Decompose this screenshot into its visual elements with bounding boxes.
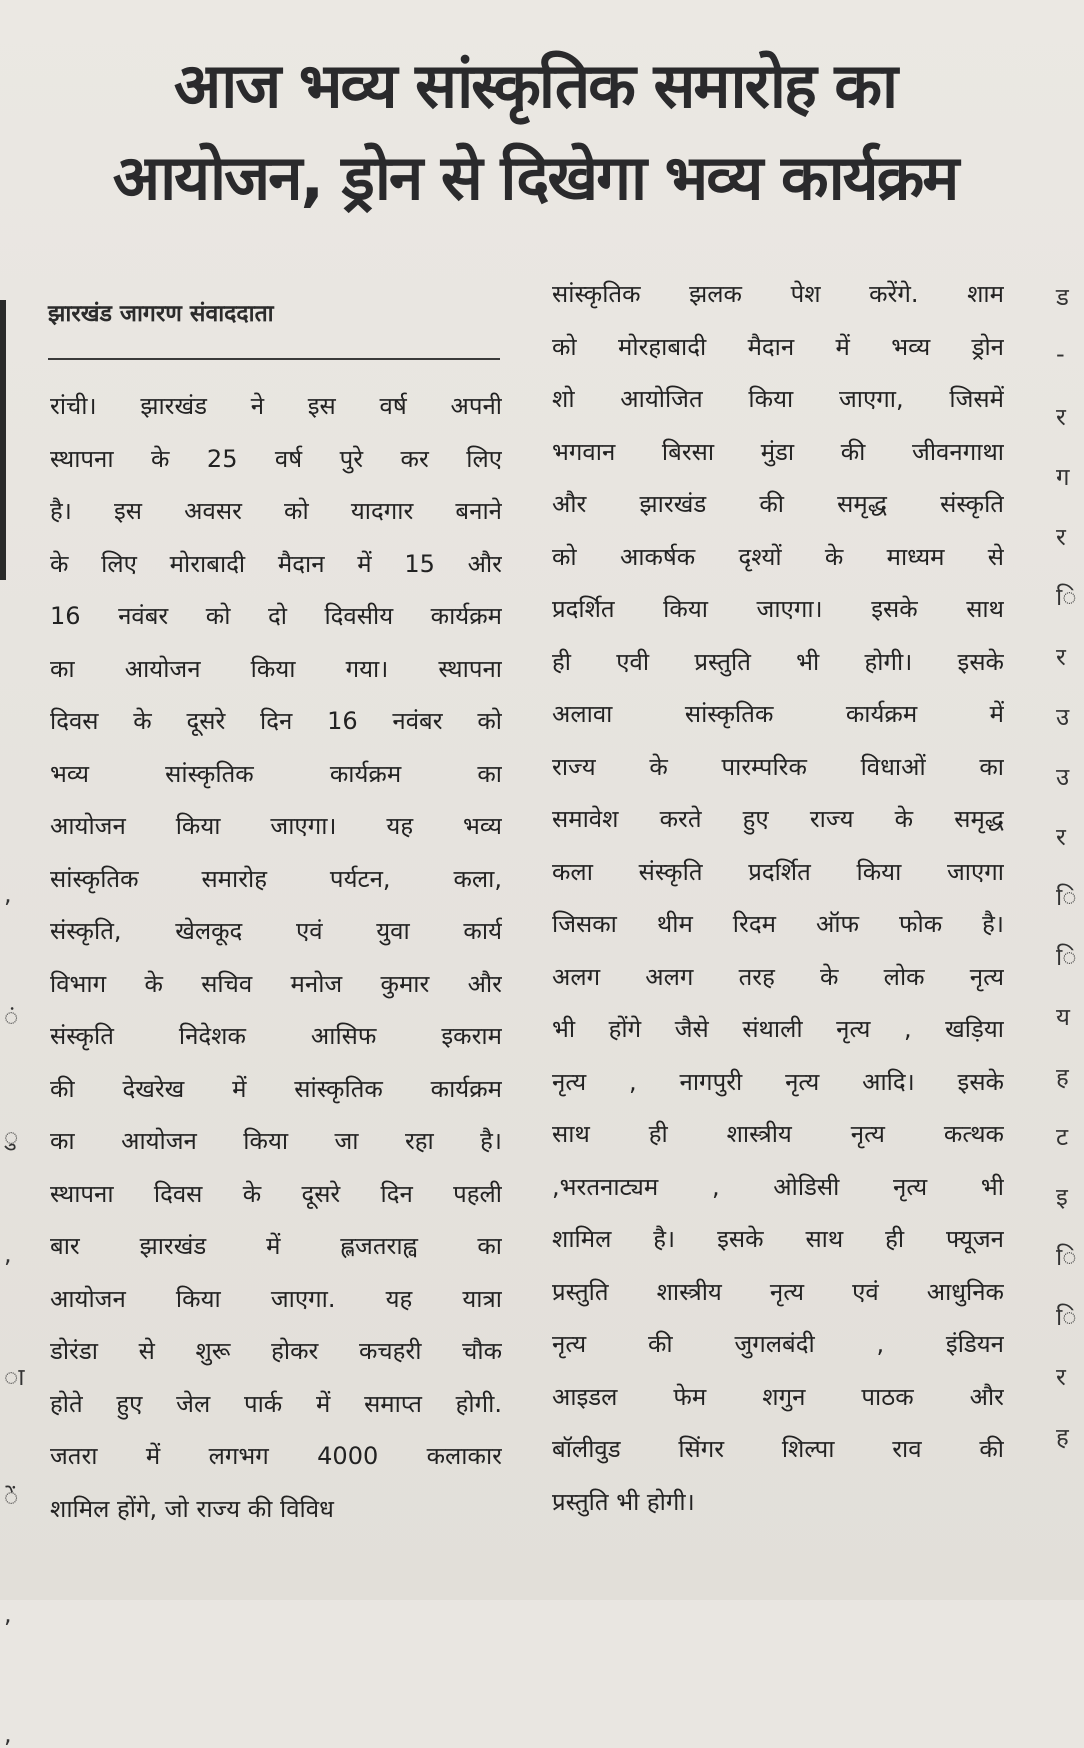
edge-glyph: ह [1056, 1423, 1069, 1451]
article-line: बॉलीवुड सिंगर शिल्पा राव की [552, 1435, 1004, 1463]
article-line: 16 नवंबर को दो दिवसीय कार्यक्रम [50, 602, 502, 630]
article-line: डोरंडा से शुरू होकर कचहरी चौक [50, 1337, 502, 1365]
edge-glyph: , [4, 1720, 12, 1748]
article-line: अलग अलग तरह के लोक नृत्य [552, 962, 1004, 991]
article-line: साथ ही शास्त्रीय नृत्य कत्थक [552, 1120, 1004, 1148]
article-line: प्रस्तुति भी होगी। [552, 1487, 695, 1516]
byline: झारखंड जागरण संवाददाता [48, 301, 274, 327]
article-line: को मोरहाबादी मैदान में भव्य ड्रोन [552, 332, 1004, 361]
article-line: का आयोजन किया गया। स्थापना [50, 654, 502, 683]
edge-glyph: ि [1056, 1303, 1077, 1331]
article-line: और झारखंड की समृद्ध संस्कृति [552, 490, 1004, 518]
adjacent-column-right-fragment [1052, 260, 1080, 1560]
article-line: आयोजन किया जाएगा. यह यात्रा [50, 1284, 502, 1313]
edge-glyph: ह [1056, 1063, 1069, 1091]
article-column-2 [552, 268, 1004, 1528]
edge-glyph: र [1056, 823, 1066, 851]
article-line: भव्य सांस्कृतिक कार्यक्रम का [50, 759, 502, 788]
article-line: जिसका थीम रिदम ऑफ फोक है। [552, 910, 1004, 938]
article-line: शामिल है। इसके साथ ही फ्यूजन [552, 1225, 1004, 1253]
article-line: दिवस के दूसरे दिन 16 नवंबर को [50, 707, 502, 735]
edge-glyph: ें [4, 1483, 19, 1511]
article-line: जतरा में लगभग 4000 कलाकार [50, 1442, 502, 1470]
edge-glyph: र [1056, 403, 1066, 431]
article-line: कला संस्कृति प्रदर्शित किया जाएगा [552, 857, 1004, 886]
edge-glyph: ि [1056, 883, 1077, 911]
edge-glyph: ं [4, 1003, 19, 1031]
article-line: स्थापना के 25 वर्ष पुरे कर लिए [50, 444, 502, 473]
article-line: संस्कृति, खेलकूद एवं युवा कार्य [50, 917, 502, 945]
article-line: भी होंगे जैसे संथाली नृत्य , खड़िया [552, 1015, 1004, 1043]
article-line: स्थापना दिवस के दूसरे दिन पहली [50, 1179, 502, 1208]
article-line: राज्य के पारम्परिक विधाओं का [552, 752, 1004, 781]
edge-glyph: उ [1056, 763, 1070, 791]
article-line: अलावा सांस्कृतिक कार्यक्रम में [552, 700, 1004, 728]
edge-glyph: ि [1056, 943, 1077, 971]
edge-glyph: - [1056, 340, 1065, 368]
edge-glyph: ट [1056, 1123, 1069, 1151]
edge-glyph: , [4, 1600, 12, 1628]
edge-glyph: इ [1056, 1183, 1068, 1211]
edge-glyph: य [1056, 1003, 1070, 1031]
article-line: आइडल फेम शगुन पाठक और [552, 1382, 1004, 1411]
article-line: शामिल होंगे, जो राज्य की विविध [50, 1494, 334, 1523]
article-line: आयोजन किया जाएगा। यह भव्य [50, 812, 502, 840]
article-line: होते हुए जेल पार्क में समाप्त होगी. [50, 1389, 502, 1418]
article-line: ,भरतनाट्यम , ओडिसी नृत्य भी [552, 1172, 1004, 1201]
article-line: सांस्कृतिक समारोह पर्यटन, कला, [50, 864, 502, 893]
edge-glyph: ा [4, 1363, 25, 1391]
article-line: प्रस्तुति शास्त्रीय नृत्य एवं आधुनिक [552, 1277, 1004, 1306]
article-line: है। इस अवसर को यादगार बनाने [50, 497, 502, 525]
adjacent-column-left-fragment [0, 260, 28, 1748]
headline-line-2: आयोजन, ड्रोन से दिखेगा भव्य कार्यक्रम [112, 141, 958, 214]
article-line: शो आयोजित किया जाएगा, जिसमें [552, 385, 1004, 413]
byline-divider [48, 358, 500, 360]
edge-glyph: र [1056, 1363, 1066, 1391]
article-line: नृत्य की जुगलबंदी , इंडियन [552, 1330, 1004, 1358]
article-line: बार झारखंड में ह्लजतराह्व का [50, 1232, 502, 1260]
edge-glyph: , [4, 1240, 12, 1268]
article-line: की देखरेख में सांस्कृतिक कार्यक्रम [50, 1074, 502, 1103]
edge-glyph: उ [1056, 703, 1070, 731]
article-line: को आकर्षक दृश्यों के माध्यम से [552, 542, 1004, 571]
headline [30, 40, 1040, 224]
edge-glyph: ग [1056, 463, 1070, 491]
article-line: सांस्कृतिक झलक पेश करेंगे. शाम [552, 280, 1004, 308]
article-line: प्रदर्शित किया जाएगा। इसके साथ [552, 595, 1004, 623]
article-line: विभाग के सचिव मनोज कुमार और [50, 969, 502, 998]
article-line: नृत्य , नागपुरी नृत्य आदि। इसके [552, 1067, 1004, 1096]
edge-glyph: ि [1056, 1243, 1077, 1271]
article-line: के लिए मोराबादी मैदान में 15 और [50, 549, 502, 578]
article-line: ही एवी प्रस्तुति भी होगी। इसके [552, 647, 1004, 676]
article-column-1 [50, 380, 502, 1535]
article-line: रांची। झारखंड ने इस वर्ष अपनी [50, 392, 502, 420]
edge-glyph: र [1056, 523, 1066, 551]
article-line: भगवान बिरसा मुंडा की जीवनगाथा [552, 437, 1004, 466]
article-line: समावेश करते हुए राज्य के समृद्ध [552, 805, 1004, 833]
edge-glyph: ु [4, 1123, 19, 1151]
article-line: का आयोजन किया जा रहा है। [50, 1127, 502, 1155]
headline-line-1: आज भव्य सांस्कृतिक समारोह का [173, 49, 897, 122]
edge-glyph: , [4, 880, 12, 908]
edge-glyph: ड [1056, 283, 1069, 311]
edge-glyph: ि [1056, 583, 1077, 611]
edge-glyph: र [1056, 643, 1066, 671]
article-line: संस्कृति निदेशक आसिफ इकराम [50, 1022, 502, 1050]
